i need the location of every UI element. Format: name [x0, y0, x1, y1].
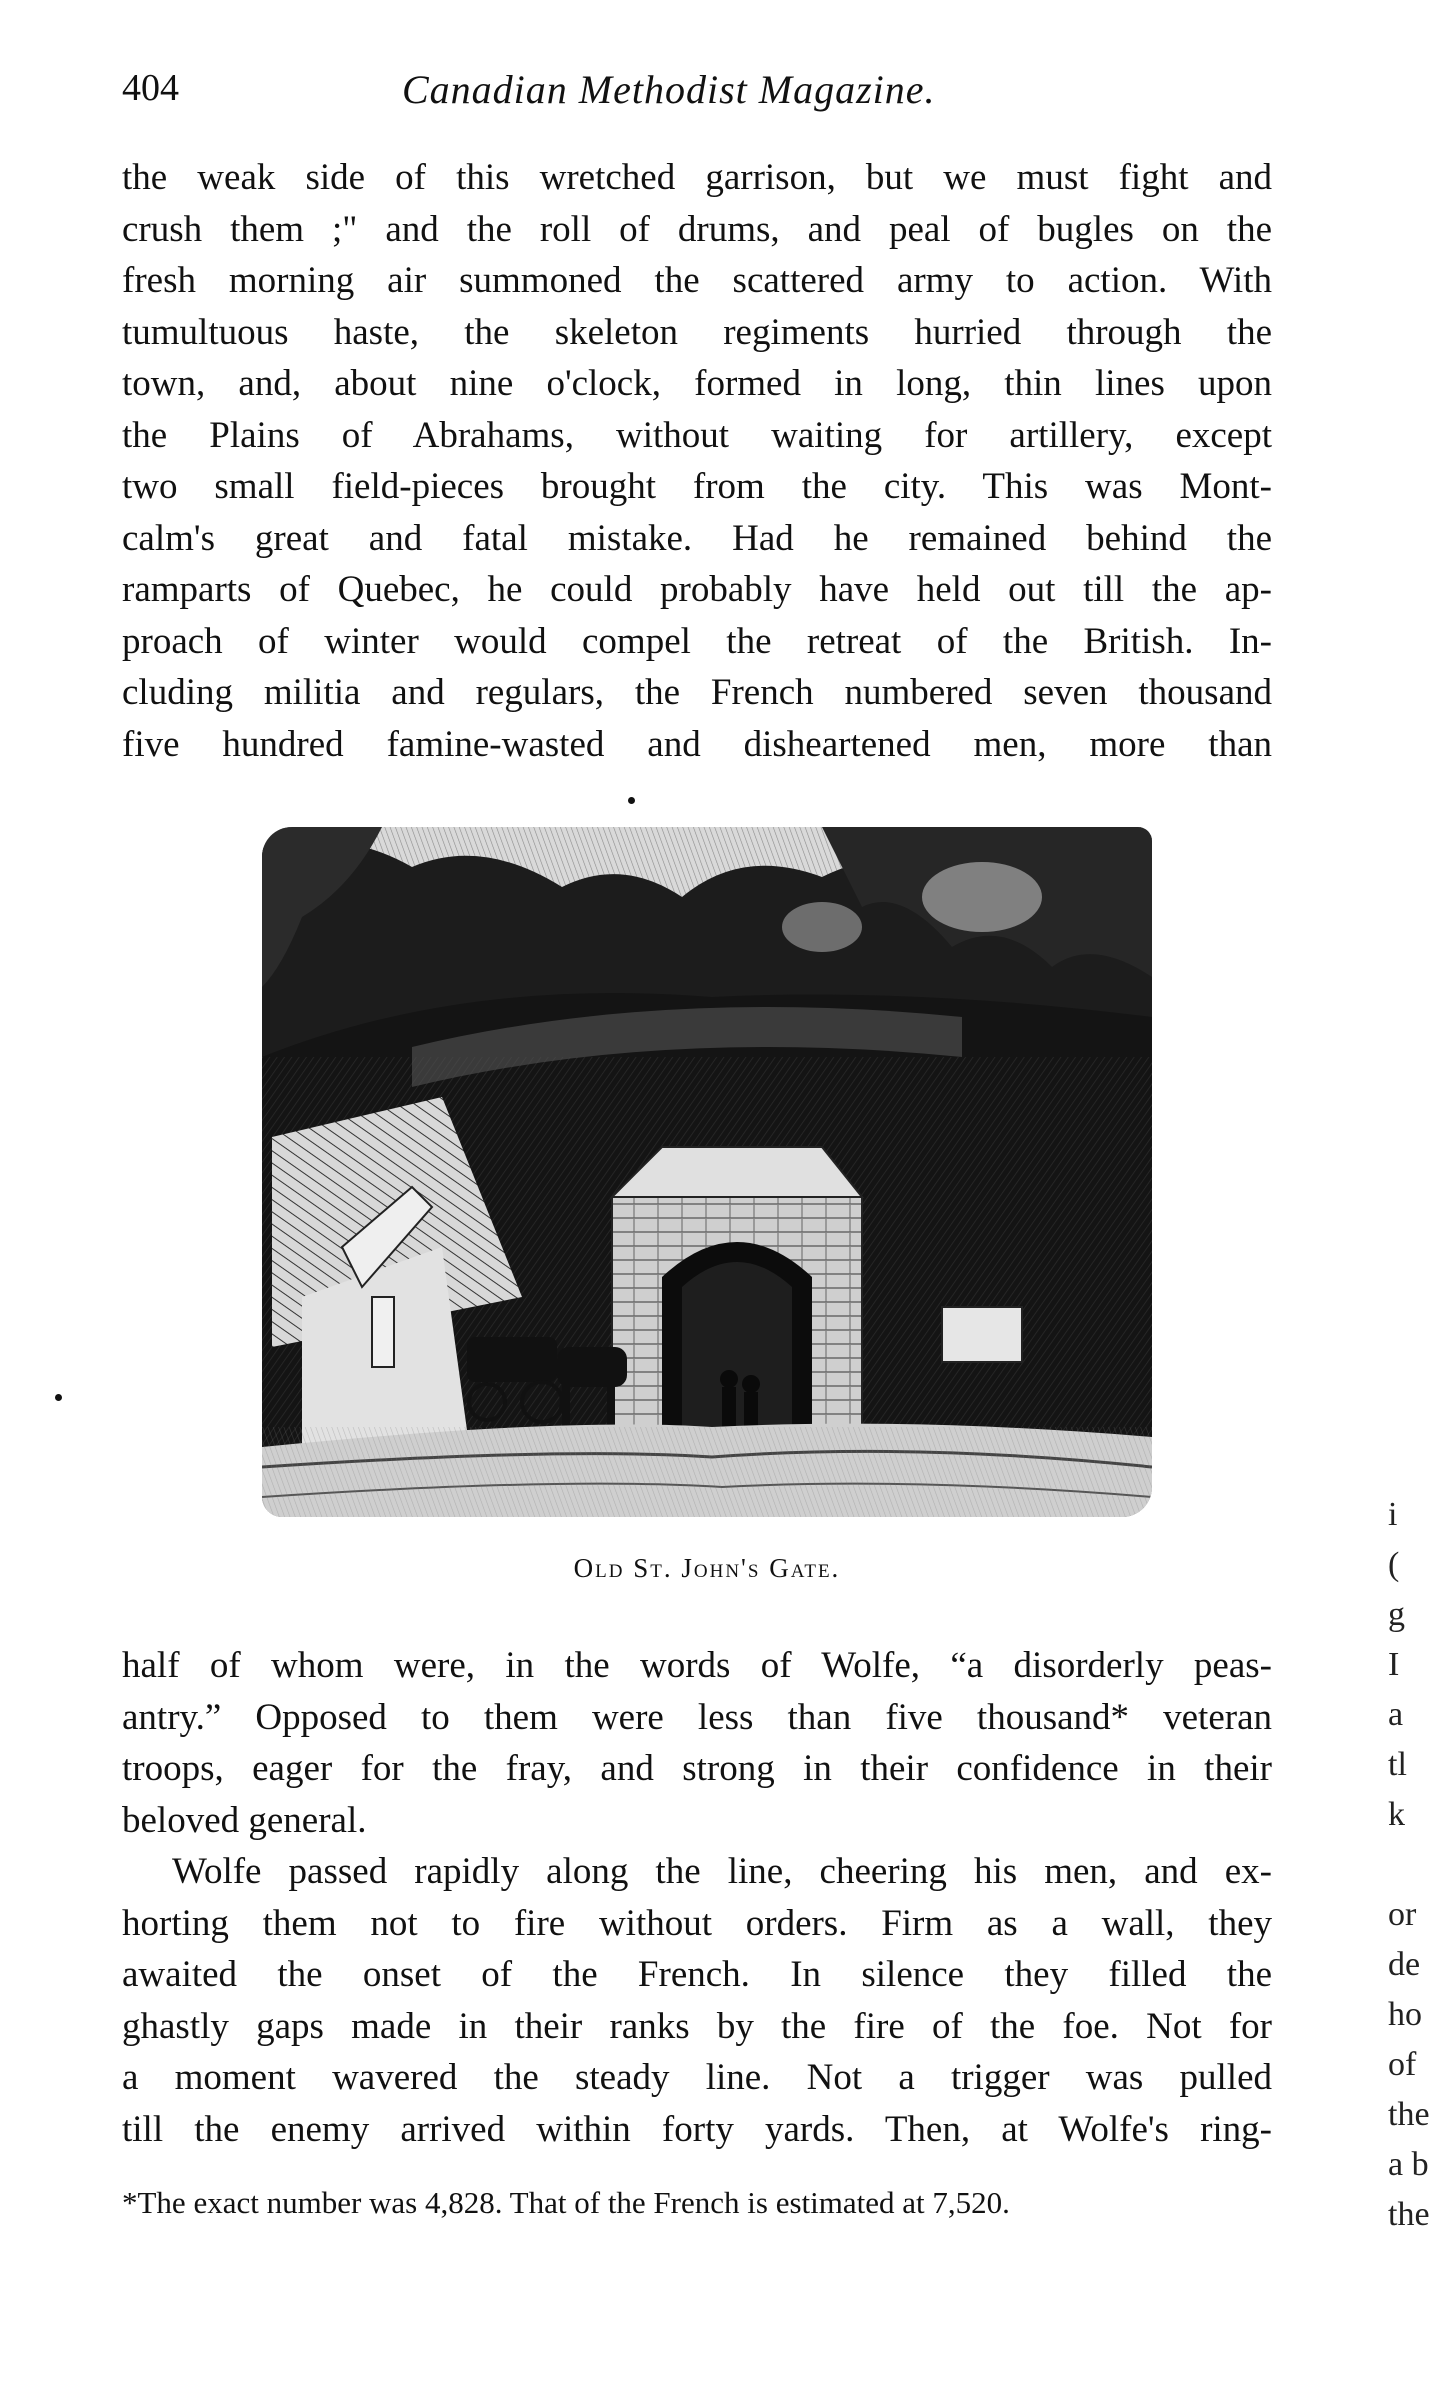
fragment: or	[1388, 1896, 1417, 1933]
fragment	[1388, 1840, 1437, 1890]
text-line: the weak side of this wretched garrison, but we must fight and	[122, 157, 1272, 198]
footnote: *The exact number was 4,828. That of the French is estimated at 7,520.	[122, 2185, 1010, 2220]
paragraph-2	[122, 1640, 1272, 1846]
text-line: awaited the onset of the French. In silence they filled the	[122, 1954, 1272, 1995]
figure-caption: Old St. John's Gate.	[573, 1553, 841, 1583]
fragment: the	[1388, 2196, 1430, 2233]
text-line: cluding militia and regulars, the French numbered seven thousand	[122, 672, 1272, 713]
text-line: a moment wavered the steady line. Not a trigger was pulled	[122, 2057, 1272, 2098]
fragment: (	[1388, 1546, 1400, 1583]
text-line: proach of winter would compel the retreat of the British. In-	[122, 620, 1272, 662]
text-line: horting them not to fire without orders. Firm as a wall, they	[122, 1902, 1272, 1944]
fragment: a b	[1388, 2146, 1429, 2183]
fragment: ho	[1388, 1996, 1422, 2033]
page-header	[122, 66, 1272, 126]
engraving-old-st-johns-gate	[262, 827, 1152, 1517]
text-line: half of whom were, in the words of Wolfe, “a disorderly peas-	[122, 1645, 1272, 1686]
fragment: i	[1388, 1496, 1398, 1533]
fragment: k	[1388, 1796, 1405, 1833]
text-line: calm's great and fatal mistake. Had he remained behind the	[122, 517, 1272, 559]
fragment: the	[1388, 2096, 1430, 2133]
fragment: of	[1388, 2046, 1417, 2083]
text-line: fresh morning air summoned the scattered army to action. With	[122, 260, 1272, 301]
text-line: Wolfe passed rapidly along the line, cheering his men, and ex-	[172, 1851, 1272, 1892]
page-number: 404	[122, 67, 179, 109]
facing-page-fragments	[1388, 1490, 1437, 2240]
fragment: a	[1388, 1696, 1404, 1733]
text-line: five hundred famine-wasted and disheartened men, more than	[122, 723, 1272, 765]
text-line: two small field-pieces brought from the city. This was Mont-	[122, 466, 1272, 507]
engraving-illustration	[262, 827, 1152, 1517]
paragraph-1	[122, 152, 1272, 770]
text-line: tumultuous haste, the skeleton regiments hurried through the	[122, 311, 1272, 353]
running-title: Canadian Methodist Magazine.	[402, 67, 936, 112]
text-line: the Plains of Abrahams, without waiting for artillery, except	[122, 414, 1272, 456]
text-line: troops, eager for the fray, and strong in their confidence in their	[122, 1748, 1272, 1789]
paragraph-3	[122, 1846, 1272, 2155]
text-line: beloved general.	[122, 1799, 367, 1841]
text-line: till the enemy arrived within forty yards. Then, at Wolfe's ring-	[122, 2108, 1272, 2150]
text-line: ramparts of Quebec, he could probably have held out till the ap-	[122, 569, 1272, 610]
text-line: ghastly gaps made in their ranks by the fire of the foe. Not for	[122, 2005, 1272, 2047]
text-line: crush them ;" and the roll of drums, and peal of bugles on the	[122, 208, 1272, 250]
text-line: antry.” Opposed to them were less than five thousand* veteran	[122, 1696, 1272, 1738]
fragment: tl	[1388, 1746, 1407, 1783]
fragment: I	[1388, 1646, 1400, 1683]
text-line: town, and, about nine o'clock, formed in long, thin lines upon	[122, 363, 1272, 404]
fragment: g	[1388, 1596, 1405, 1633]
stray-dot	[628, 797, 635, 804]
fragment: de	[1388, 1946, 1421, 1983]
stray-dot	[55, 1394, 62, 1401]
